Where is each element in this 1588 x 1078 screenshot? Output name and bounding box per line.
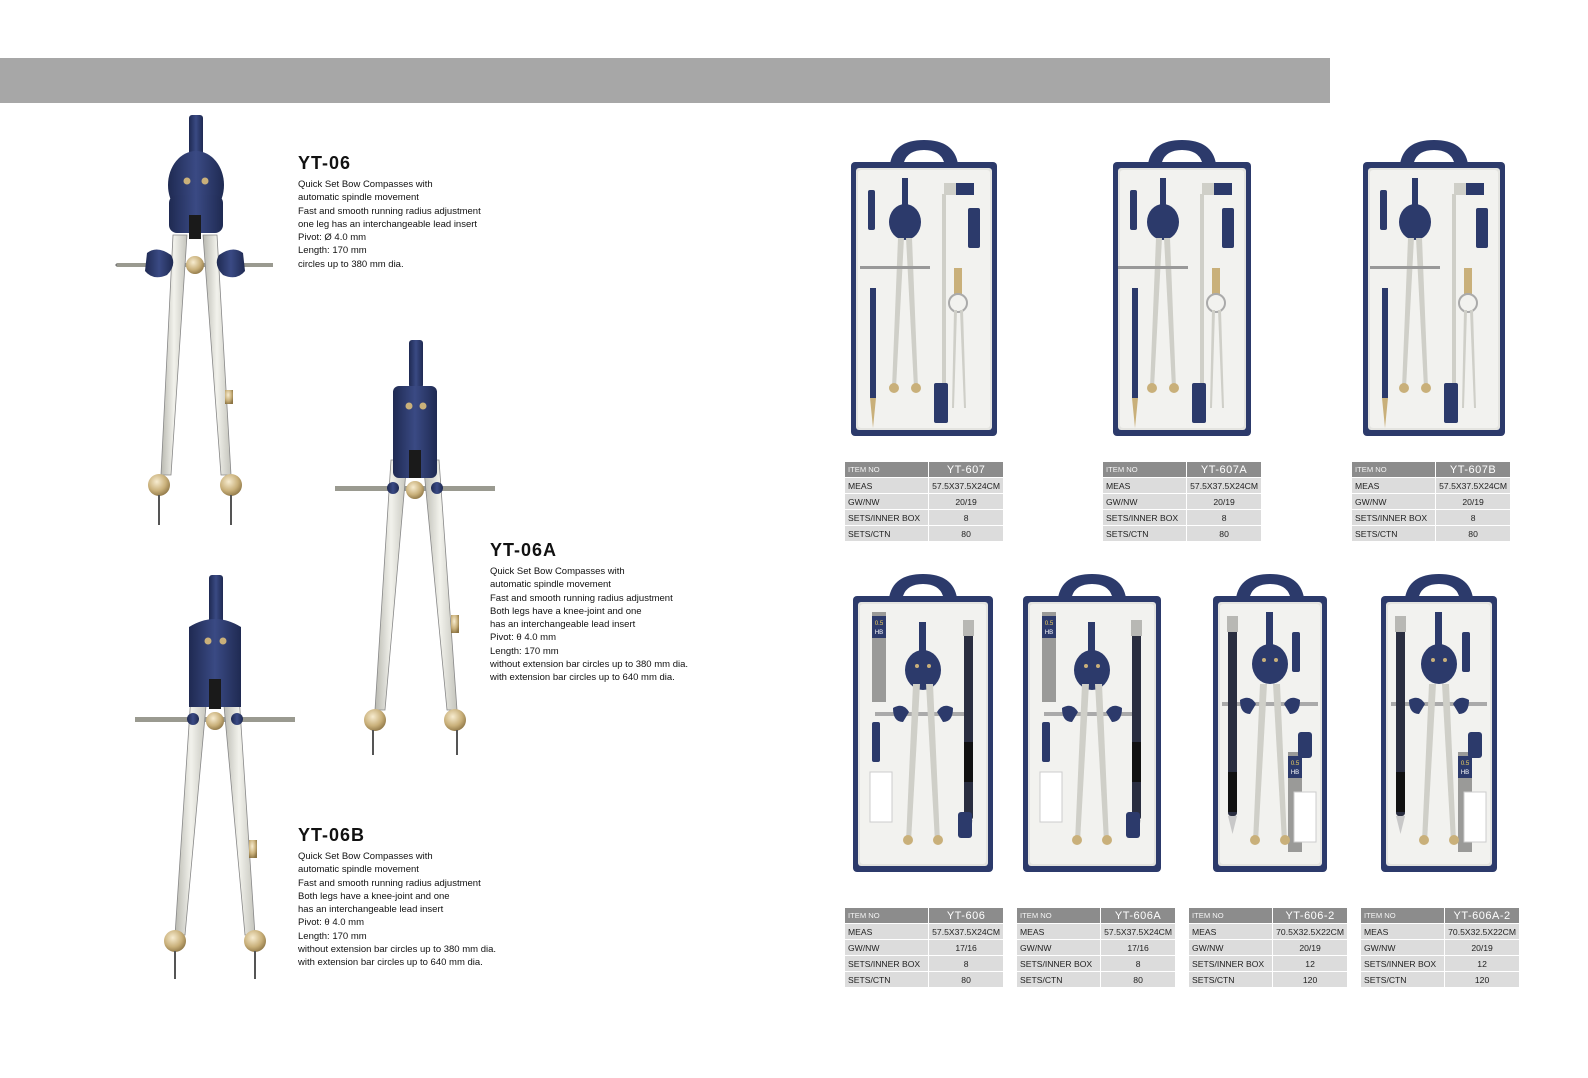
- spec-value: 17/16: [929, 940, 1003, 956]
- spec-row-meas: [845, 924, 1003, 940]
- spec-value: 57.5X37.5X24CM: [1187, 478, 1261, 494]
- spec-label: GW/NW: [845, 940, 929, 956]
- spec-table: [1352, 462, 1510, 542]
- product-description: Quick Set Bow Compasses with automatic spindle movement Fast and smooth running radius adjustment Both legs have a knee-joint and one has an interchangeable lead insert Pivot: θ 4.0 mm Length: 170 mm without extension bar circles up to 380 mm dia. with extension bar circles up to 640 mm dia.: [490, 566, 689, 684]
- set-case-image: [1212, 572, 1328, 879]
- spec-row-inner: [1189, 956, 1347, 972]
- spec-value: YT-606A: [1101, 908, 1175, 924]
- spec-value: 70.5X32.5X22CM: [1445, 924, 1519, 940]
- spec-row-meas: [1017, 924, 1175, 940]
- spec-label: MEAS: [1017, 924, 1101, 940]
- spec-row-ctn: [1017, 972, 1175, 988]
- spec-value: 80: [929, 526, 1003, 542]
- svg-text:0.5: 0.5: [1460, 761, 1470, 767]
- spec-value: 80: [1101, 972, 1175, 988]
- compass-yt-06-image: [110, 115, 280, 535]
- product-description: Quick Set Bow Compasses with automatic spindle movement Fast and smooth running radius adjustment Both legs have a knee-joint and one has an interchangeable lead insert Pivot: θ 4.0 mm Length: 170 mm without extension bar circles up to 380 mm dia. with extension bar circles up to 640 mm dia.: [298, 851, 497, 969]
- spec-row-item: [845, 462, 1003, 478]
- spec-value: 120: [1273, 972, 1347, 988]
- product-model: YT-06A: [490, 540, 558, 560]
- spec-row-ctn: [1352, 526, 1510, 542]
- spec-value: 70.5X32.5X22CM: [1273, 924, 1347, 940]
- set-case-image: [1022, 572, 1162, 879]
- set-case-image: [852, 572, 994, 879]
- spec-row-inner: [1352, 510, 1510, 526]
- spec-label: ITEM NO: [1017, 908, 1101, 924]
- spec-value: 57.5X37.5X24CM: [929, 924, 1003, 940]
- svg-text:0.5: 0.5: [874, 621, 884, 627]
- spec-label: MEAS: [1103, 478, 1187, 494]
- spec-label: MEAS: [845, 924, 929, 940]
- spec-value: YT-606A-2: [1445, 908, 1519, 924]
- spec-row-meas: [1352, 478, 1510, 494]
- spec-row-ctn: [1103, 526, 1261, 542]
- spec-row-item: [1361, 908, 1519, 924]
- spec-value: 12: [1445, 956, 1519, 972]
- spec-label: SETS/CTN: [1103, 526, 1187, 542]
- spec-row-gw: [1352, 494, 1510, 510]
- svg-text:HB: HB: [1290, 770, 1300, 776]
- spec-table: [1017, 908, 1175, 988]
- spec-label: SETS/CTN: [1017, 972, 1101, 988]
- spec-value: YT-606: [929, 908, 1003, 924]
- spec-row-gw: [845, 494, 1003, 510]
- spec-value: 120: [1445, 972, 1519, 988]
- spec-label: GW/NW: [1103, 494, 1187, 510]
- spec-value: 20/19: [929, 494, 1003, 510]
- spec-row-ctn: [845, 972, 1003, 988]
- spec-row-inner: [1103, 510, 1261, 526]
- product-yt-06b: [130, 575, 530, 1005]
- spec-row-gw: [845, 940, 1003, 956]
- spec-label: MEAS: [1352, 478, 1436, 494]
- spec-label: MEAS: [1189, 924, 1273, 940]
- spec-label: SETS/INNER BOX: [1352, 510, 1436, 526]
- spec-label: GW/NW: [845, 494, 929, 510]
- spec-row-meas: [1189, 924, 1347, 940]
- spec-row-inner: [845, 510, 1003, 526]
- product-model: YT-06: [298, 153, 352, 173]
- svg-text:HB: HB: [1044, 630, 1054, 636]
- spec-label: ITEM NO: [1361, 908, 1445, 924]
- svg-text:0.5: 0.5: [1290, 761, 1300, 767]
- set-case-image: [1112, 138, 1252, 443]
- spec-label: GW/NW: [1017, 940, 1101, 956]
- spec-value: 20/19: [1273, 940, 1347, 956]
- spec-value: 20/19: [1445, 940, 1519, 956]
- spec-value: 80: [929, 972, 1003, 988]
- spec-label: MEAS: [845, 478, 929, 494]
- set-case-image: [1362, 138, 1506, 443]
- spec-label: SETS/INNER BOX: [845, 510, 929, 526]
- spec-row-ctn: [1361, 972, 1519, 988]
- spec-row-item: [1103, 462, 1261, 478]
- spec-label: ITEM NO: [1352, 462, 1436, 478]
- spec-label: ITEM NO: [845, 462, 929, 478]
- spec-row-inner: [845, 956, 1003, 972]
- spec-row-meas: [1103, 478, 1261, 494]
- spec-value: 20/19: [1436, 494, 1510, 510]
- spec-label: ITEM NO: [1189, 908, 1273, 924]
- spec-value: 8: [1187, 510, 1261, 526]
- spec-row-meas: [845, 478, 1003, 494]
- spec-row-ctn: [1189, 972, 1347, 988]
- spec-table: [1189, 908, 1347, 988]
- spec-table: [845, 908, 1003, 988]
- spec-label: ITEM NO: [1103, 462, 1187, 478]
- header-bar: [0, 58, 1330, 103]
- spec-label: GW/NW: [1361, 940, 1445, 956]
- product-model: YT-06B: [298, 825, 366, 845]
- product-description: Quick Set Bow Compasses with automatic spindle movement Fast and smooth running radius adjustment one leg has an interchangeable lead insert Pivot: Ø 4.0 mm Length: 170 mm circles up to 380 mm dia.: [298, 179, 481, 270]
- spec-value: 8: [1101, 956, 1175, 972]
- spec-row-gw: [1017, 940, 1175, 956]
- spec-value: 8: [929, 510, 1003, 526]
- spec-value: 12: [1273, 956, 1347, 972]
- spec-label: ITEM NO: [845, 908, 929, 924]
- spec-row-item: [845, 908, 1003, 924]
- spec-value: 57.5X37.5X24CM: [1101, 924, 1175, 940]
- spec-label: SETS/INNER BOX: [845, 956, 929, 972]
- spec-label: SETS/INNER BOX: [1361, 956, 1445, 972]
- spec-row-inner: [1361, 956, 1519, 972]
- spec-label: SETS/INNER BOX: [1189, 956, 1273, 972]
- spec-value: 57.5X37.5X24CM: [929, 478, 1003, 494]
- spec-value: 8: [929, 956, 1003, 972]
- spec-row-gw: [1103, 494, 1261, 510]
- spec-value: 8: [1436, 510, 1510, 526]
- spec-row-ctn: [845, 526, 1003, 542]
- spec-table: [1103, 462, 1261, 542]
- spec-label: SETS/CTN: [1352, 526, 1436, 542]
- spec-value: 80: [1436, 526, 1510, 542]
- spec-value: YT-606-2: [1273, 908, 1347, 924]
- spec-value: YT-607B: [1436, 462, 1510, 478]
- spec-table: [845, 462, 1003, 542]
- svg-text:HB: HB: [1460, 770, 1470, 776]
- spec-value: YT-607: [929, 462, 1003, 478]
- spec-label: SETS/CTN: [1189, 972, 1273, 988]
- spec-label: GW/NW: [1352, 494, 1436, 510]
- set-case-image: [1380, 572, 1498, 879]
- spec-label: SETS/CTN: [1361, 972, 1445, 988]
- spec-row-item: [1189, 908, 1347, 924]
- spec-value: YT-607A: [1187, 462, 1261, 478]
- set-case-image: [850, 138, 998, 443]
- spec-label: SETS/INNER BOX: [1103, 510, 1187, 526]
- spec-value: 20/19: [1187, 494, 1261, 510]
- svg-text:0.5: 0.5: [1044, 621, 1054, 627]
- spec-label: SETS/INNER BOX: [1017, 956, 1101, 972]
- spec-row-inner: [1017, 956, 1175, 972]
- svg-text:HB: HB: [874, 630, 884, 636]
- spec-label: SETS/CTN: [845, 526, 929, 542]
- spec-value: 17/16: [1101, 940, 1175, 956]
- spec-row-item: [1017, 908, 1175, 924]
- spec-value: 57.5X37.5X24CM: [1436, 478, 1510, 494]
- spec-label: MEAS: [1361, 924, 1445, 940]
- compass-yt-06b-image: [130, 575, 300, 995]
- spec-table: [1361, 908, 1519, 988]
- spec-row-gw: [1361, 940, 1519, 956]
- spec-label: GW/NW: [1189, 940, 1273, 956]
- spec-label: SETS/CTN: [845, 972, 929, 988]
- spec-value: 80: [1187, 526, 1261, 542]
- spec-row-item: [1352, 462, 1510, 478]
- spec-row-gw: [1189, 940, 1347, 956]
- spec-row-meas: [1361, 924, 1519, 940]
